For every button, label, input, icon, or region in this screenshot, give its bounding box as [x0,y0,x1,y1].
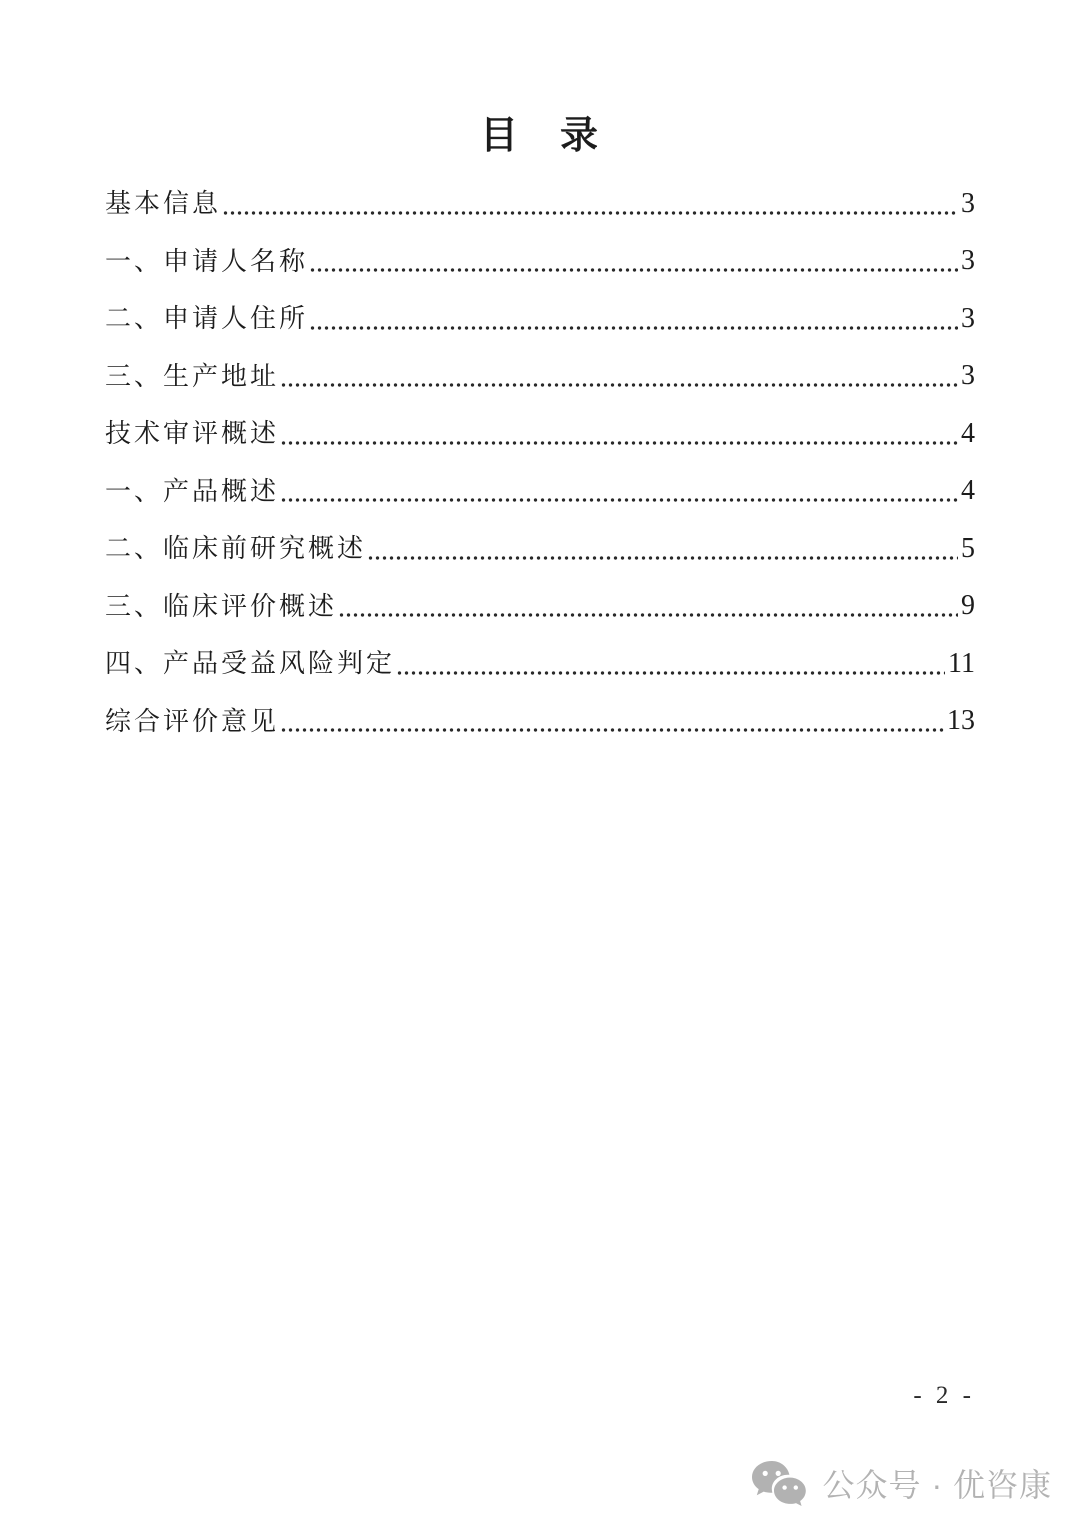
toc-entry-page-number: 3 [961,360,975,391]
toc-entry[interactable] [105,512,975,570]
toc-entry[interactable] [105,167,975,225]
toc-dot-leader [339,612,958,618]
toc-entry-page-number: 9 [961,590,975,621]
toc-entry[interactable] [105,397,975,455]
toc-entry-label: 技术审评概述 [105,419,280,449]
footer-page-number: - 2 - [913,1382,975,1409]
toc-dot-leader [281,382,958,388]
toc-dot-leader [310,325,958,331]
watermark [751,1460,1052,1506]
toc-entry-label: 三、临床评价概述 [105,591,338,621]
toc-entry-page-number: 3 [961,187,975,219]
toc-entry-label: 二、临床前研究概述 [105,534,367,564]
toc-entry[interactable] [105,627,975,685]
toc-entry-page-number: 4 [961,475,975,506]
toc-entry-label: 基本信息 [105,189,222,219]
toc-entry-label: 综合评价意见 [105,706,280,736]
toc-entry-label: 一、产品概述 [105,476,280,506]
toc-entry-page-number: 4 [961,417,975,449]
toc-entry[interactable] [105,685,975,743]
toc-entry-page-number: 11 [948,647,975,679]
toc-entry-page-number: 13 [947,705,975,736]
toc-entry-page-number: 5 [961,532,975,564]
wechat-icon [751,1460,809,1506]
page-title: 目 录 [479,115,600,157]
toc-dot-leader [281,497,958,503]
toc-entry[interactable] [105,225,975,283]
toc-dot-leader [281,440,958,446]
toc-entry[interactable] [105,455,975,513]
toc-entry-page-number: 3 [961,302,975,334]
toc-entry[interactable] [105,340,975,398]
toc-dot-leader [368,555,958,561]
toc-entry[interactable] [105,282,975,340]
toc-entry-label: 二、申请人住所 [105,304,309,334]
table-of-contents [0,167,1080,742]
toc-dot-leader [397,670,945,676]
toc-entry-page-number: 3 [961,245,975,276]
toc-entry-label: 三、生产地址 [105,361,280,391]
toc-dot-leader [223,210,958,216]
toc-entry[interactable] [105,570,975,628]
toc-entry-label: 一、申请人名称 [105,246,309,276]
toc-dot-leader [310,267,958,273]
toc-entry-label: 四、产品受益风险判定 [105,649,396,679]
toc-dot-leader [281,727,944,733]
watermark-text: 公众号 · 优咨康 [822,1467,1052,1503]
